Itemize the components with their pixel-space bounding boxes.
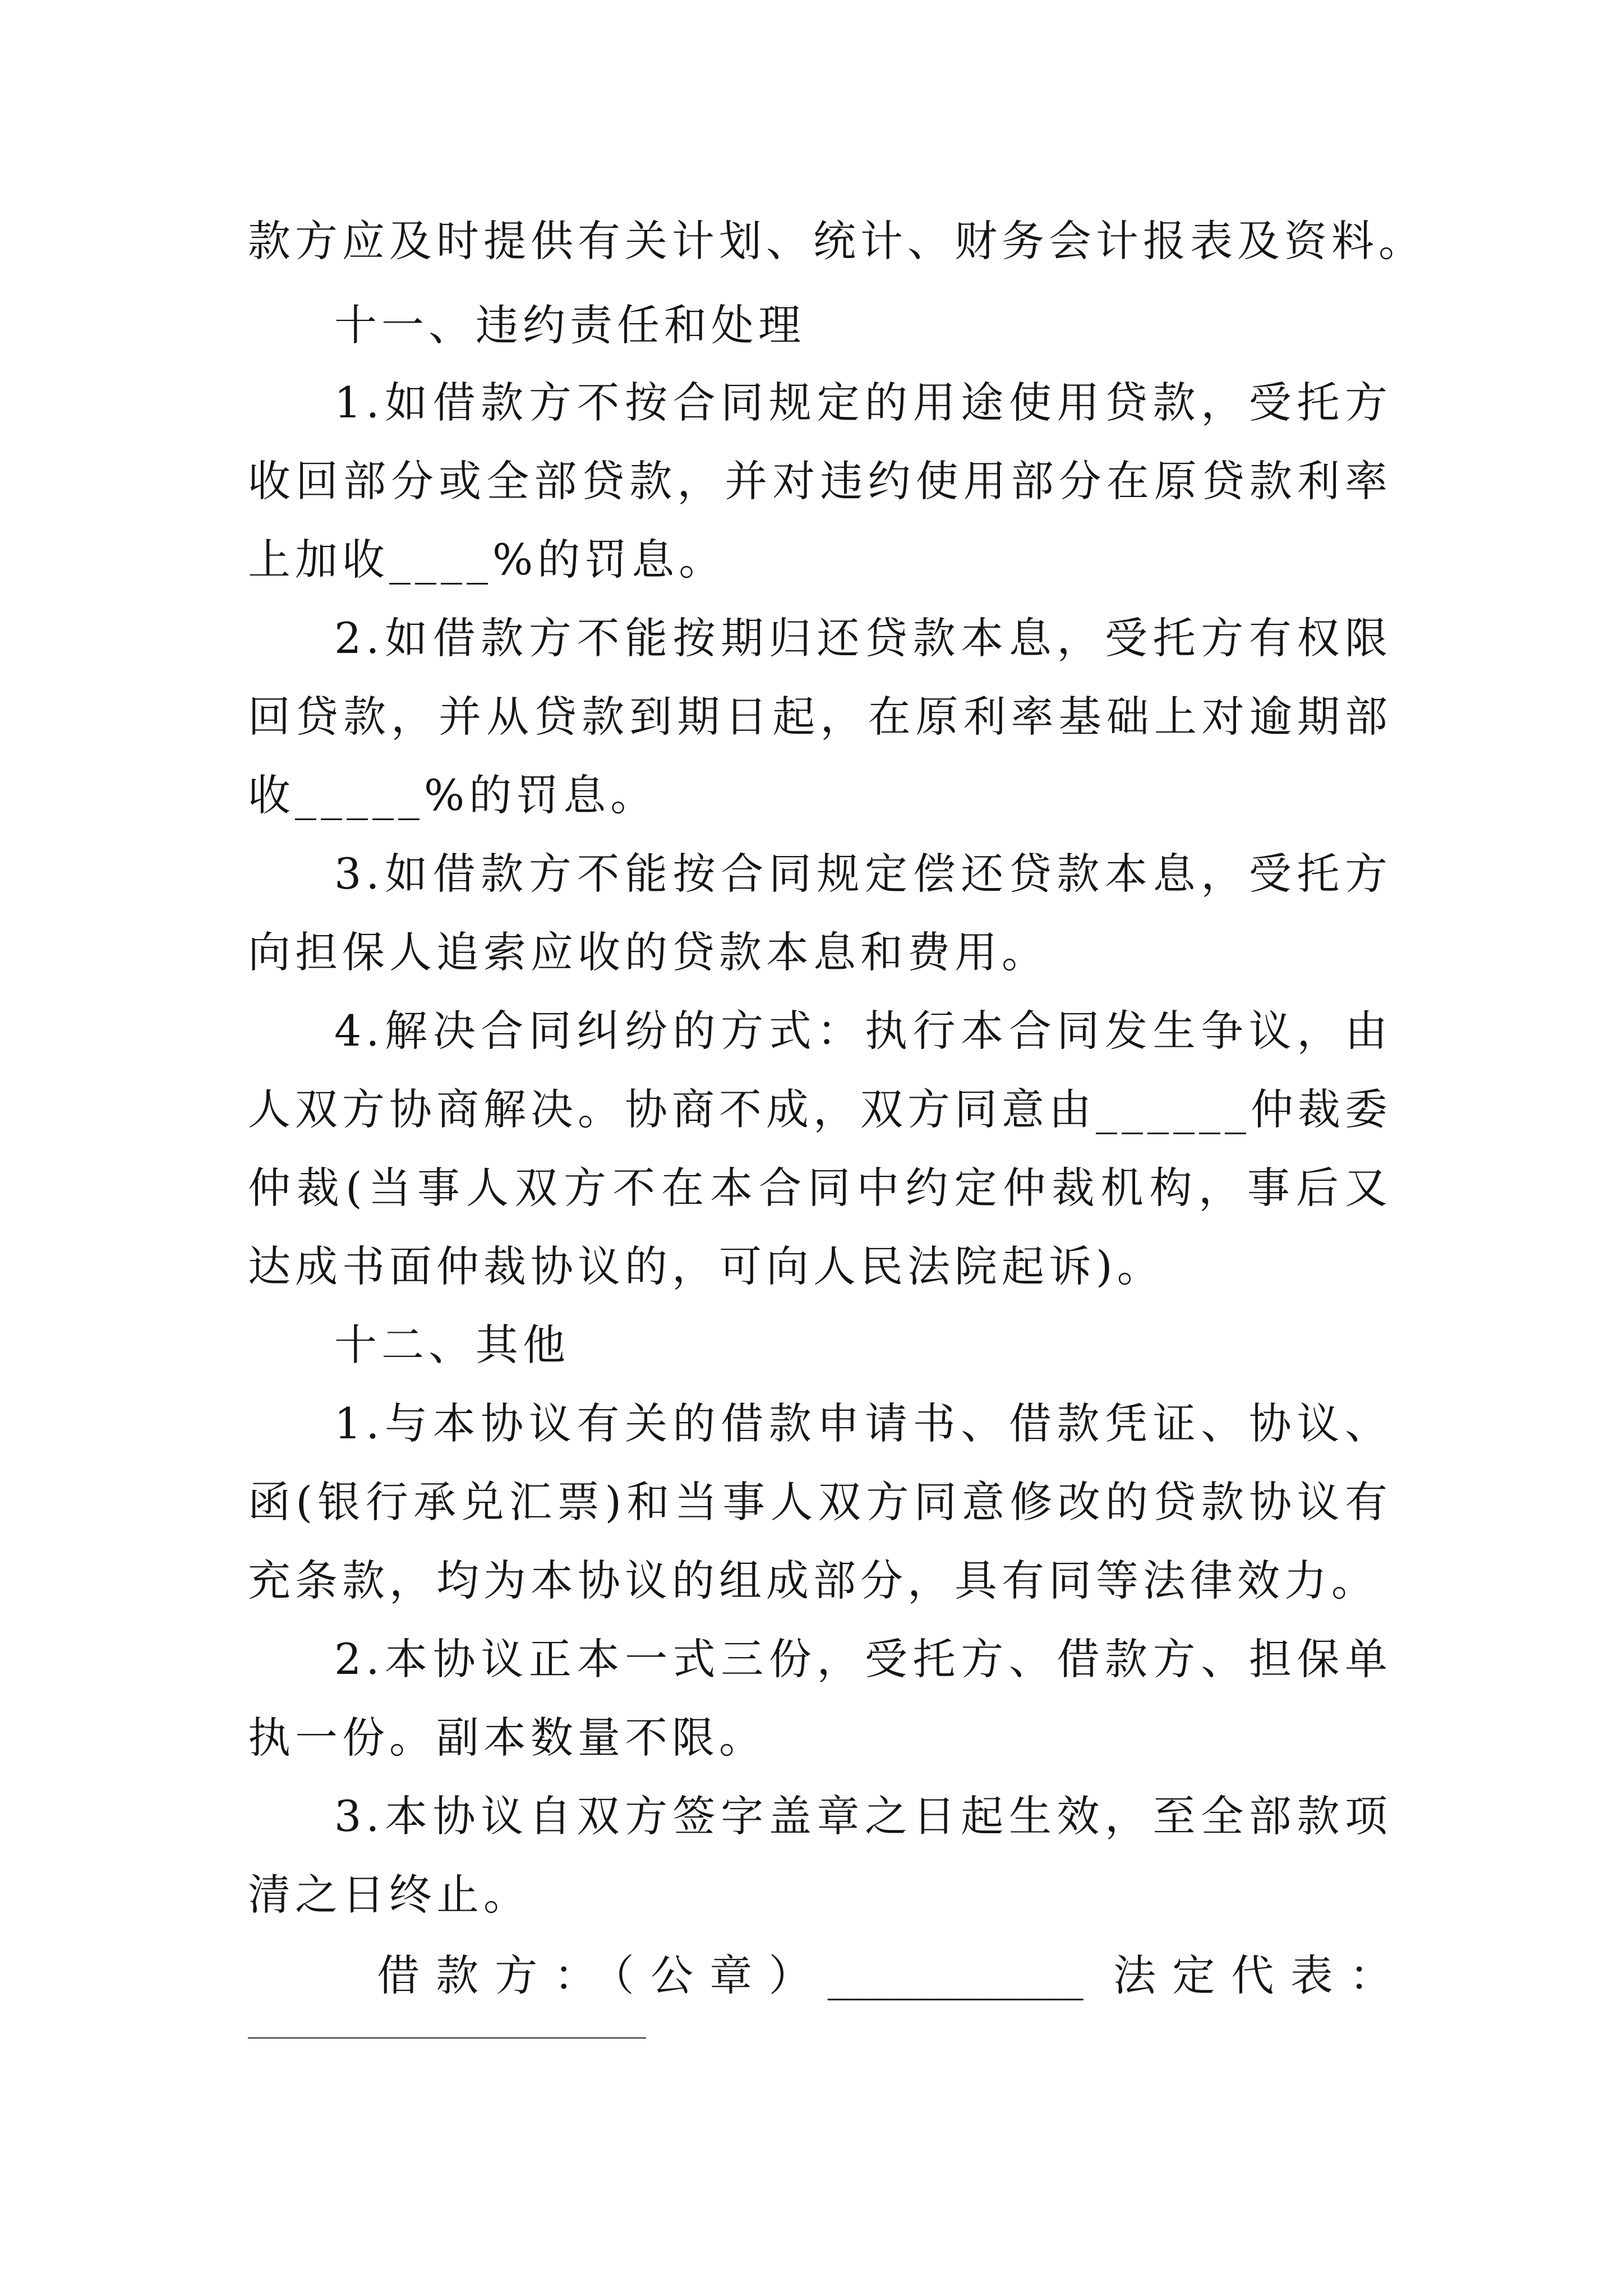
paragraph-line: 3.如借款方不能按合同规定偿还贷款本息，受托方 — [334, 849, 1392, 899]
paragraph-line: 回贷款，并从贷款到期日起，在原利率基础上对逾期部 — [248, 692, 1392, 742]
paragraph-line: 达成书面仲裁协议的，可向人民法院起诉)。 — [248, 1241, 1164, 1291]
paragraph-line: 1.如借款方不按合同规定的用途使用贷款，受托方 — [334, 378, 1392, 427]
paragraph-line: 3.本协议自双方签字盖章之日起生效，至全部款项 — [334, 1791, 1392, 1841]
section-heading: 十二、其他 — [334, 1320, 570, 1370]
signature-line: 借款方：（公章）____________ 法定代表： — [377, 1950, 1392, 2000]
paragraph-line: 4.解决合同纠纷的方式：执行本合同发生争议，由 — [334, 1006, 1392, 1056]
paragraph-line: 仲裁(当事人双方不在本合同中约定仲裁机构，事后又 — [248, 1163, 1392, 1213]
paragraph-line: 向担保人追索应收的贷款本息和费用。 — [248, 927, 1049, 977]
paragraph-line: 清之日终止。 — [248, 1870, 531, 1920]
paragraph-line: 收回部分或全部贷款，并对违约使用部分在原贷款利率 — [248, 456, 1392, 506]
paragraph-line: 2.本协议正本一式三份，受托方、借款方、担保单 — [334, 1634, 1392, 1684]
paragraph-line: 上加收____%的罚息。 — [248, 535, 726, 585]
section-heading: 十一、违约责任和处理 — [334, 300, 805, 350]
paragraph-line: 执一份。副本数量不限。 — [248, 1713, 766, 1763]
paragraph-line: 1.与本协议有关的借款申请书、借款凭证、协议、 — [334, 1398, 1392, 1448]
paragraph-line: 充条款，均为本协议的组成部分，具有同等法律效力。 — [248, 1556, 1378, 1605]
paragraph-line: 人双方协商解决。协商不成，双方同意由______仲裁委 — [248, 1084, 1392, 1134]
paragraph-line: 2.如借款方不能按期归还贷款本息，受托方有权限 — [334, 613, 1392, 663]
paragraph-line: 收_____%的罚息。 — [248, 770, 658, 820]
signature-blank-rule — [248, 2037, 646, 2039]
paragraph-line: 款方应及时提供有关计划、统计、财务会计报表及资料。 — [248, 216, 1426, 266]
paragraph-line: 函(银行承兑汇票)和当事人双方同意修改的贷款协议有 — [248, 1477, 1392, 1527]
